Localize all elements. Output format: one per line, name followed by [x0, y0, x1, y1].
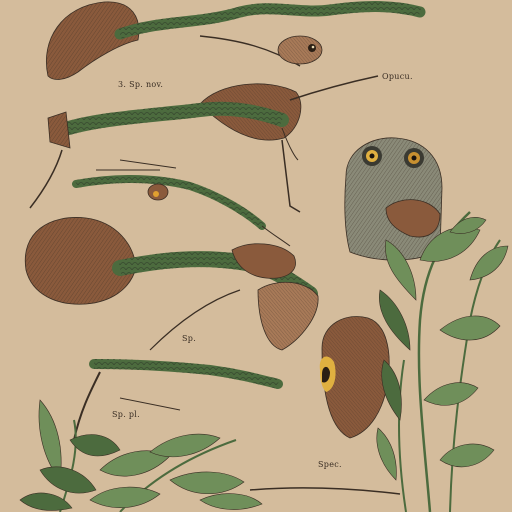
caption-figure-d: Sp. pl. — [112, 410, 141, 419]
caption-figure-c: Sp. — [182, 334, 197, 343]
caption-figure-a: 3. Sp. nov. — [118, 80, 164, 89]
caption-figure-e: Spec. — [318, 460, 342, 469]
owl-specimen — [345, 138, 442, 260]
eye-icon — [308, 44, 316, 52]
caption-figure-b: Opucu. — [382, 72, 413, 81]
